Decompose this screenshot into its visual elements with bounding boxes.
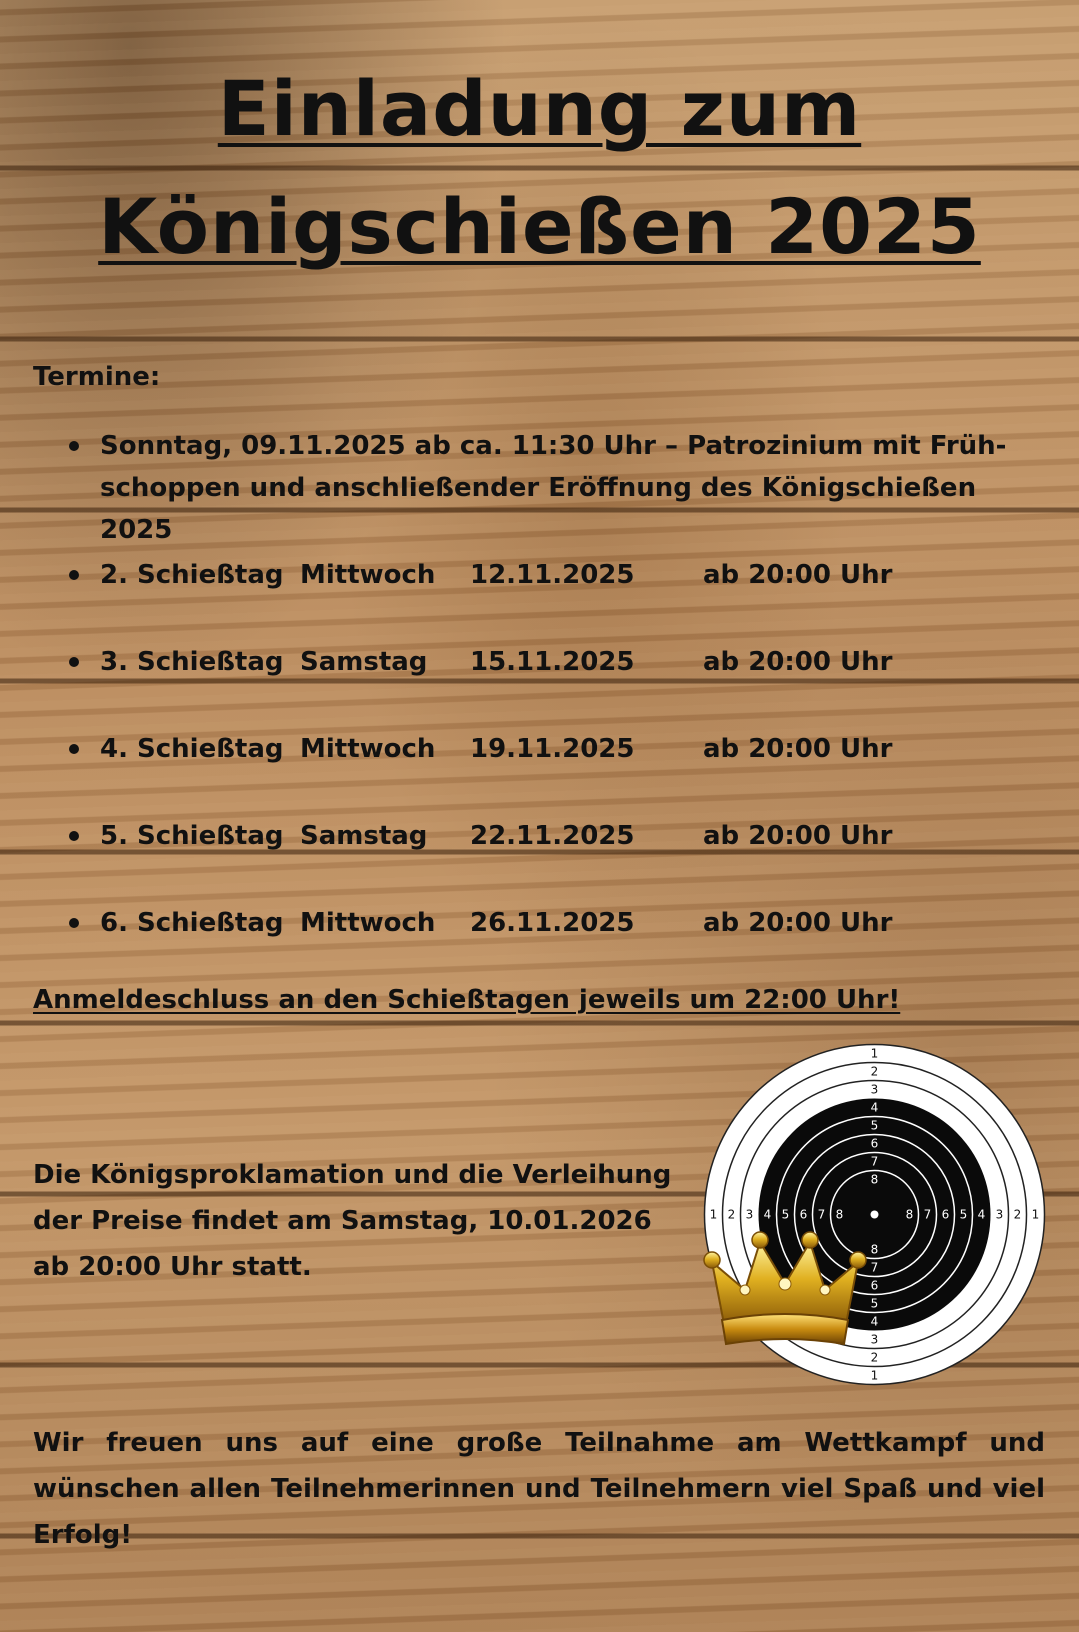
schedule-weekday: Samstag: [300, 821, 428, 851]
schedule-weekday: Samstag: [300, 647, 428, 677]
bullet-icon: [69, 441, 79, 451]
ring-number: 5: [870, 1296, 879, 1311]
schedule-day: 3. Schießtag: [100, 647, 284, 677]
ring-number: 1: [870, 1368, 879, 1383]
ring-number: 5: [870, 1118, 879, 1133]
ring-number: 8: [870, 1172, 879, 1187]
ring-number: 3: [745, 1207, 754, 1222]
page-title: [0, 50, 1079, 286]
ring-number: 3: [870, 1082, 879, 1097]
bullet-icon: [69, 570, 79, 580]
ring-number: 5: [781, 1207, 790, 1222]
ring-number: 7: [870, 1260, 879, 1275]
ring-number: 4: [870, 1100, 879, 1115]
ring-number: 1: [1031, 1207, 1040, 1222]
ring-number: 8: [870, 1242, 879, 1257]
schedule-date: 19.11.2025: [470, 734, 635, 764]
schedule-time: ab 20:00 Uhr: [703, 647, 893, 677]
schedule-row: [0, 555, 1079, 595]
ring-number: 1: [709, 1207, 718, 1222]
schedule-date: 12.11.2025: [470, 560, 635, 590]
schedule-date: 15.11.2025: [470, 647, 635, 677]
ring-number: 6: [870, 1136, 879, 1151]
bullet-icon: [69, 657, 79, 667]
schedule-day: 4. Schießtag: [100, 734, 284, 764]
ring-number: 2: [1013, 1207, 1022, 1222]
ring-number: 8: [835, 1207, 844, 1222]
schedule-weekday: Mittwoch: [300, 734, 436, 764]
title-line-2: Königschießen 2025: [98, 182, 981, 271]
ring-number: 7: [923, 1207, 932, 1222]
schedule-label: Termine:: [33, 362, 161, 392]
registration-deadline: Anmeldeschluss an den Schießtagen jeweils um 22:00 Uhr!: [33, 985, 901, 1015]
schedule-row: [0, 816, 1079, 856]
first-event-text: Sonntag, 09.11.2025 ab ca. 11:30 Uhr – Patrozinium mit Früh-schoppen und anschließender Eröffnung des Königschießen 2025: [100, 431, 1007, 545]
schedule-row: [0, 642, 1079, 682]
title-line-1: Einladung zum: [217, 64, 862, 153]
ring-number: 2: [727, 1207, 736, 1222]
schedule-row: [0, 729, 1079, 769]
schedule-time: ab 20:00 Uhr: [703, 821, 893, 851]
schedule-weekday: Mittwoch: [300, 908, 436, 938]
schedule-date: 26.11.2025: [470, 908, 635, 938]
ring-number: 6: [870, 1278, 879, 1293]
bullet-icon: [69, 831, 79, 841]
bullet-icon: [69, 918, 79, 928]
bullet-icon: [69, 744, 79, 754]
ring-number: 7: [870, 1154, 879, 1169]
ring-number: 4: [763, 1207, 772, 1222]
schedule-day: 5. Schießtag: [100, 821, 284, 851]
schedule-time: ab 20:00 Uhr: [703, 560, 893, 590]
ring-number: 6: [941, 1207, 950, 1222]
schedule-time: ab 20:00 Uhr: [703, 908, 893, 938]
ring-number: 3: [870, 1332, 879, 1347]
schedule-row: [0, 903, 1079, 943]
ring-number: 7: [817, 1207, 826, 1222]
ring-number: 8: [905, 1207, 914, 1222]
schedule-day: 6. Schießtag: [100, 908, 284, 938]
schedule-day: 2. Schießtag: [100, 560, 284, 590]
ring-number: 3: [995, 1207, 1004, 1222]
ring-number: 1: [870, 1046, 879, 1061]
ring-number: 4: [977, 1207, 986, 1222]
schedule-time: ab 20:00 Uhr: [703, 734, 893, 764]
closing-text: Wir freuen uns auf eine große Teilnahme am Wettkampf und wünschen allen Teilnehmerinnen und Teilnehmern viel Spaß und viel Erfolg!: [33, 1428, 1045, 1550]
ring-number: 4: [870, 1314, 879, 1329]
proclamation-text: Die Königsproklamation und die Verleihung der Preise findet am Samstag, 10.01.2026 ab 20:00 Uhr statt.: [33, 1160, 672, 1282]
ring-number: 5: [959, 1207, 968, 1222]
ring-number: 6: [799, 1207, 808, 1222]
ring-number: 2: [870, 1350, 879, 1365]
ring-number: 2: [870, 1064, 879, 1079]
schedule-weekday: Mittwoch: [300, 560, 436, 590]
schedule-date: 22.11.2025: [470, 821, 635, 851]
crown-icon: [700, 1228, 870, 1358]
